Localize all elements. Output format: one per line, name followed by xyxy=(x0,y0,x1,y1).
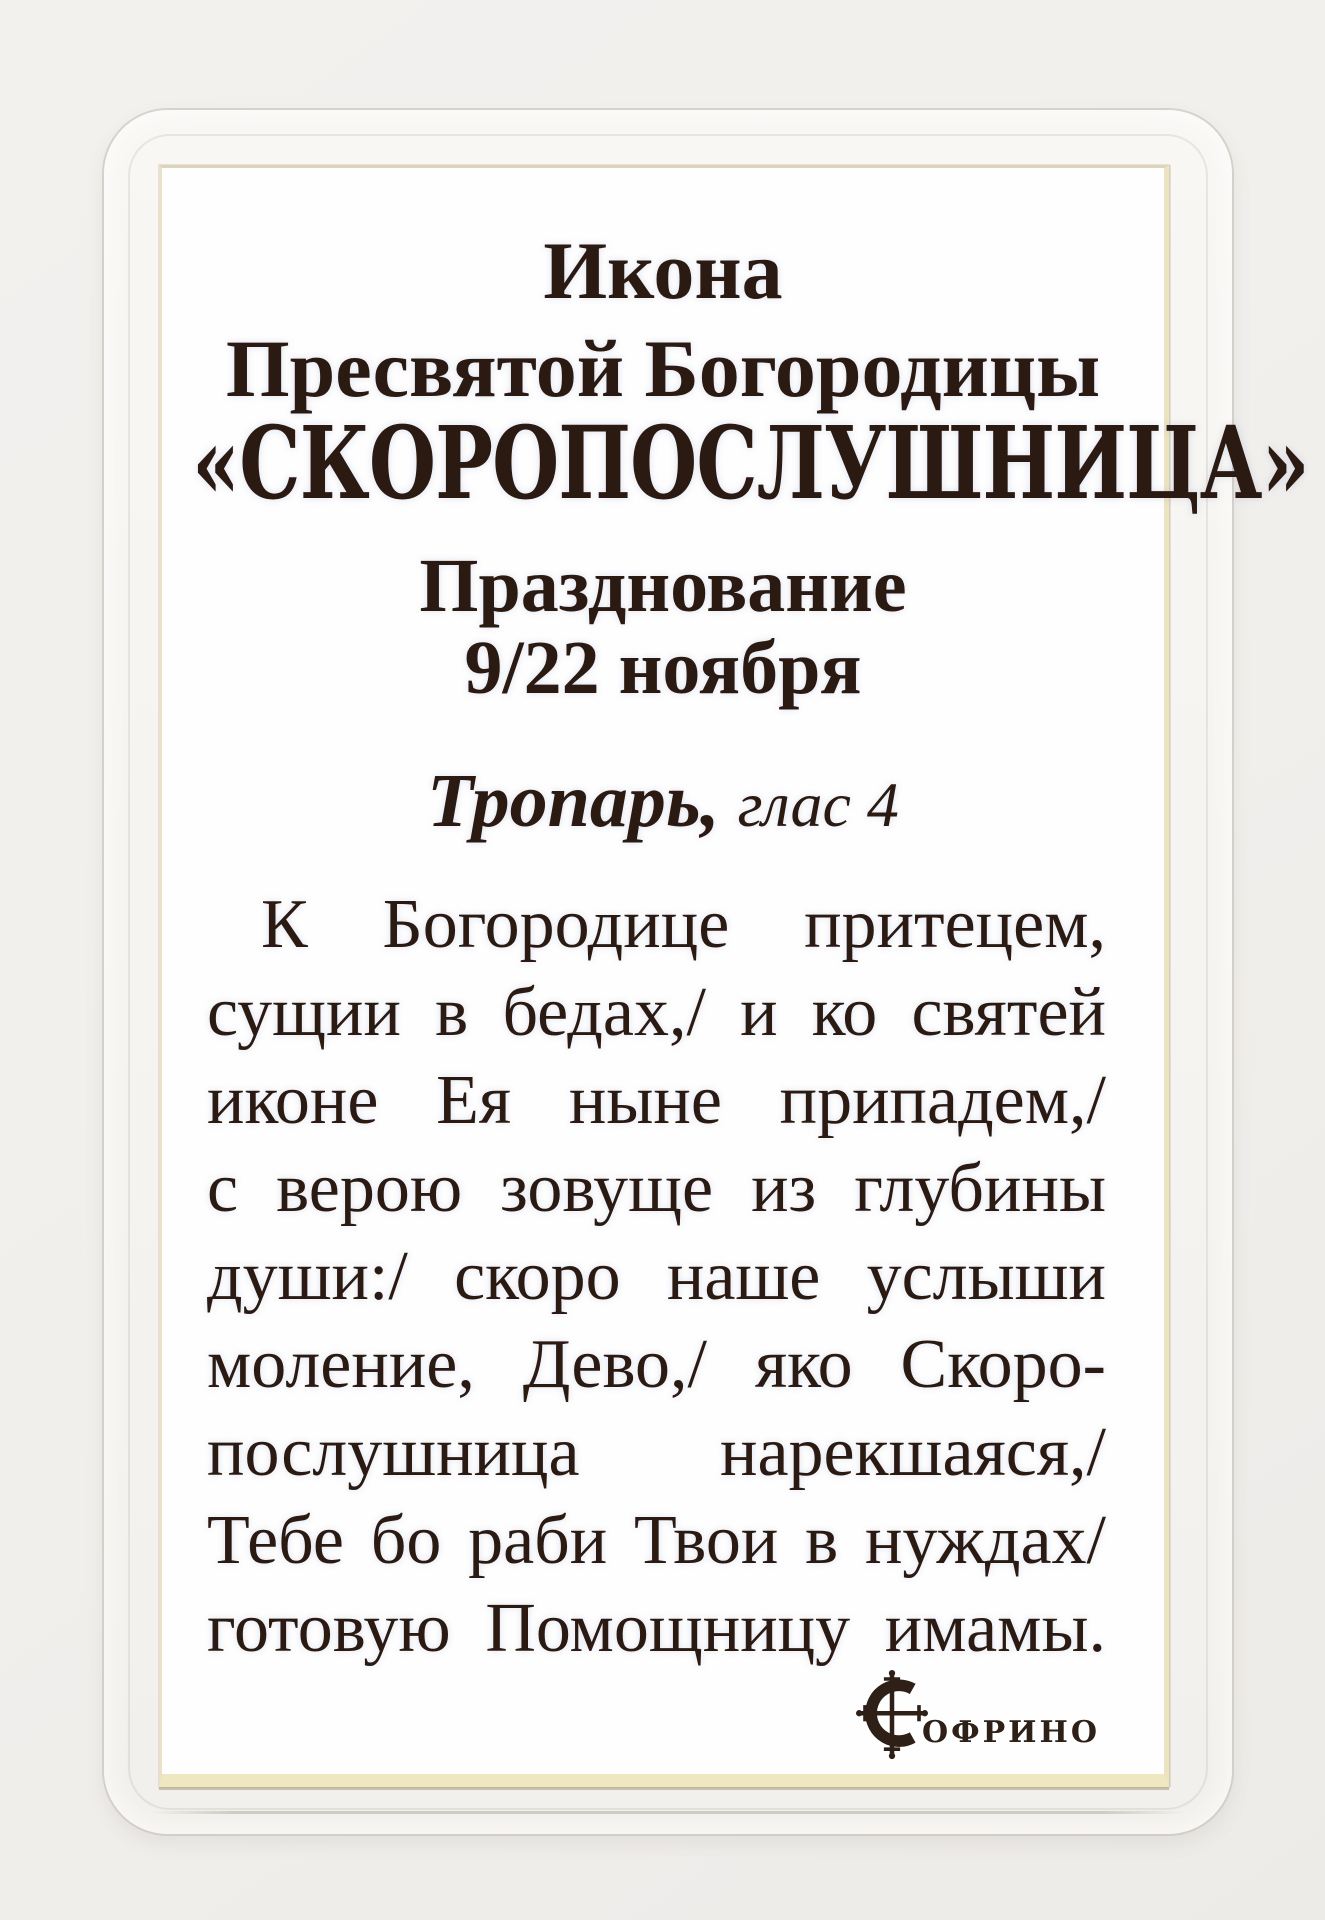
publisher-mark xyxy=(856,1668,1100,1762)
feast-label: Празднование xyxy=(419,544,907,628)
troparion-line: К Богородице притецем, xyxy=(261,886,1106,963)
troparion-text xyxy=(207,881,1106,1673)
troparion-line: иконе Ея ныне припадем,/ xyxy=(207,1062,1106,1139)
prayer-card xyxy=(159,165,1309,1787)
publisher-wordmark: ОФРИНО xyxy=(922,1715,1100,1750)
troparion-heading-title: Тропарь, xyxy=(427,759,720,843)
feast-date: 9/22 ноября xyxy=(464,626,862,710)
troparion-line: с верою зовуще из глубины xyxy=(207,1150,1106,1227)
troparion-heading xyxy=(162,759,1164,843)
troparion-line: готовую Помощницу имамы. xyxy=(207,1590,1106,1667)
troparion-line: сущии в бедах,/ и ко святей xyxy=(207,974,1106,1051)
troparion-heading-voice: глас 4 xyxy=(737,769,899,840)
card-title-line2: Пресвятой Богородицы xyxy=(225,323,1101,414)
troparion-line: души:/ скоро наше услыши xyxy=(207,1238,1106,1315)
troparion-line: Тебе бо раби Твои в нуждах/ xyxy=(207,1502,1106,1579)
card-title-icon-name: «СКОРОПОСЛУШНИЦА» xyxy=(192,405,1309,523)
card-title-line1: Икона xyxy=(543,225,783,316)
troparion-line: моление, Дево,/ яко Скоро- xyxy=(207,1326,1106,1403)
troparion-line: послушница нарекшаяся,/ xyxy=(207,1414,1106,1491)
laminated-pouch xyxy=(104,110,1309,1834)
sofrino-cross-emblem xyxy=(856,1668,928,1762)
